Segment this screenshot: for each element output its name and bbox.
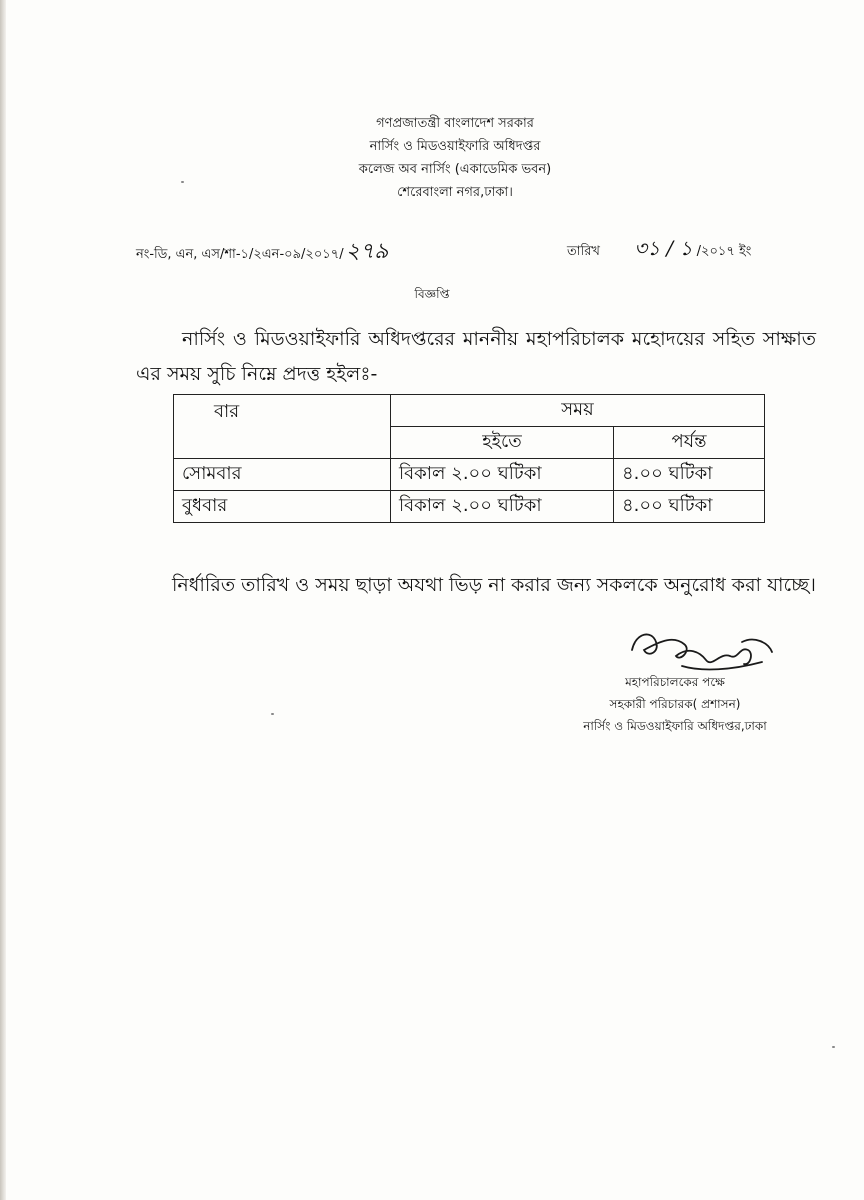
row-from: বিকাল ২.০০ ঘটিকা — [391, 491, 614, 523]
header-address: শেরেবাংলা নগর,ঢাকা। — [397, 185, 513, 200]
scan-speck — [271, 713, 274, 715]
header-time: সময় — [391, 395, 765, 427]
memo-handwritten-number: ২৭৯ — [345, 239, 389, 264]
scan-speck — [832, 1046, 835, 1048]
date-suffix: /২০১৭ ইং — [692, 244, 752, 259]
table-row — [174, 491, 765, 523]
row-day: সোমবার — [174, 459, 391, 491]
memo-number — [136, 234, 388, 271]
table-header-row — [174, 395, 765, 427]
row-from: বিকাল ২.০০ ঘটিকা — [391, 459, 614, 491]
scan-edge — [0, 0, 6, 1200]
signature-line-2: সহকারী পরিচারক( প্রশাসন) — [609, 697, 741, 711]
row-day: বুধবার — [174, 491, 391, 523]
notice-paragraph-1: নার্সিং ও মিডওয়াইফারি অধিদপ্তরের মাননীয় মহাপরিচালক মহোদয়ের সহিত সাক্ষাত এর সময় সুচি নিম্নে প্রদত্ত হইলঃ- — [136, 328, 816, 385]
row-to: ৪.০০ ঘটিকা — [614, 459, 765, 491]
office-header — [340, 112, 570, 204]
notice-title: বিজ্ঞপ্তি — [414, 287, 450, 301]
scan-speck — [181, 181, 184, 183]
schedule-table — [173, 394, 765, 523]
header-government: গণপ্রজাতন্ত্রী বাংলাদেশ সরকার — [376, 116, 534, 131]
header-to: পর্যন্ত — [614, 427, 765, 459]
memo-prefix: নং-ডি, এন, এস/শা-১/২এন-০৯/২০১৭/ — [136, 247, 344, 262]
signature-line-1: মহাপরিচালকের পক্ষে — [625, 675, 725, 689]
date-label: তারিখ — [567, 244, 600, 259]
header-college: কলেজ অব নার্সিং (একাডেমিক ভবন) — [358, 162, 552, 177]
header-directorate: নার্সিং ও মিডওয়াইফারি অধিদপ্তর — [369, 139, 541, 154]
header-from: হইতে — [391, 427, 614, 459]
signature-line-3: নার্সিং ও মিডওয়াইফারি অধিদপ্তর,ঢাকা — [583, 719, 767, 733]
signature-block — [560, 671, 790, 737]
notice-paragraph-2: নির্ধারিত তারিখ ও সময় ছাড়া অযথা ভিড় না করার জন্য সকলকে অনুরোধ করা যাচ্ছে। — [172, 574, 816, 596]
table-row — [174, 459, 765, 491]
date-line — [567, 234, 751, 267]
row-to: ৪.০০ ঘটিকা — [614, 491, 765, 523]
date-handwritten: ৩১ / ১ — [634, 236, 693, 260]
header-day: বার — [174, 395, 391, 459]
